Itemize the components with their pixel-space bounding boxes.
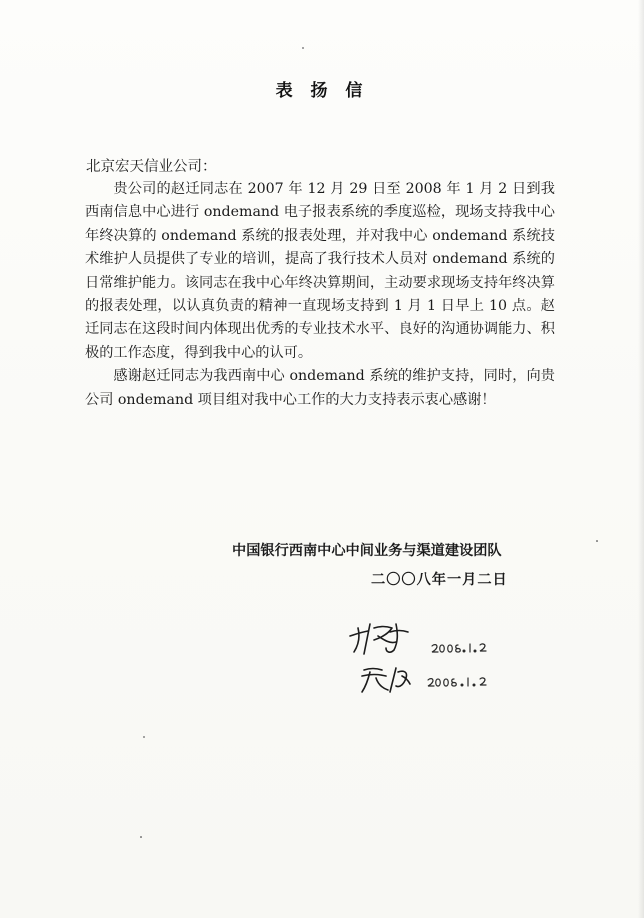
scan-speck	[596, 540, 598, 542]
letter-body	[85, 178, 555, 412]
letter-paragraph-1: 贵公司的赵迁同志在 2007 年 12 月 29 日至 2008 年 1 月 2 日到我西南信息中心进行 ondemand 电子报表系统的季度巡检，现场支持我中心年终决算的 ondemand 系统的报表处理，并对我中心 ondemand 系统技术维护人员提供了专业的培训，提高了我行技术人员对 ondemand 系统的日常维护能力。该同志在我中心年终决算期间，主动要求现场支持年终决算的报表处理，以认真负责的精神一直现场支持到 1 月 1 日早上 10 点。赵迁同志在这段时间内体现出优秀的专业技术水平、良好的沟通协调能力、积极的工作态度，得到我中心的认可。	[85, 181, 555, 361]
letter-date: 二〇〇八年一月二日	[371, 572, 508, 588]
handwritten-signature-1	[350, 624, 408, 654]
signature-date-note-2	[428, 678, 486, 686]
letter-salutation: 北京宏天信业公司：	[86, 159, 217, 175]
scan-speck	[143, 736, 145, 738]
letter-title: 表 扬 信	[275, 81, 369, 101]
scan-speck	[302, 47, 304, 49]
letter-paragraph-2: 感谢赵迁同志为我西南中心 ondemand 系统的维护支持，同时，向贵公司 ondemand 项目组对我中心工作的大力支持表示衷心感谢！	[85, 368, 555, 408]
scan-speck	[140, 836, 142, 838]
sender-organization: 中国银行西南中心中间业务与渠道建设团队	[232, 543, 502, 559]
signature-block	[340, 614, 540, 704]
handwritten-signature-2	[362, 668, 410, 692]
scan-edge-shadow	[638, 0, 644, 918]
signature-date-note-1	[432, 644, 486, 652]
